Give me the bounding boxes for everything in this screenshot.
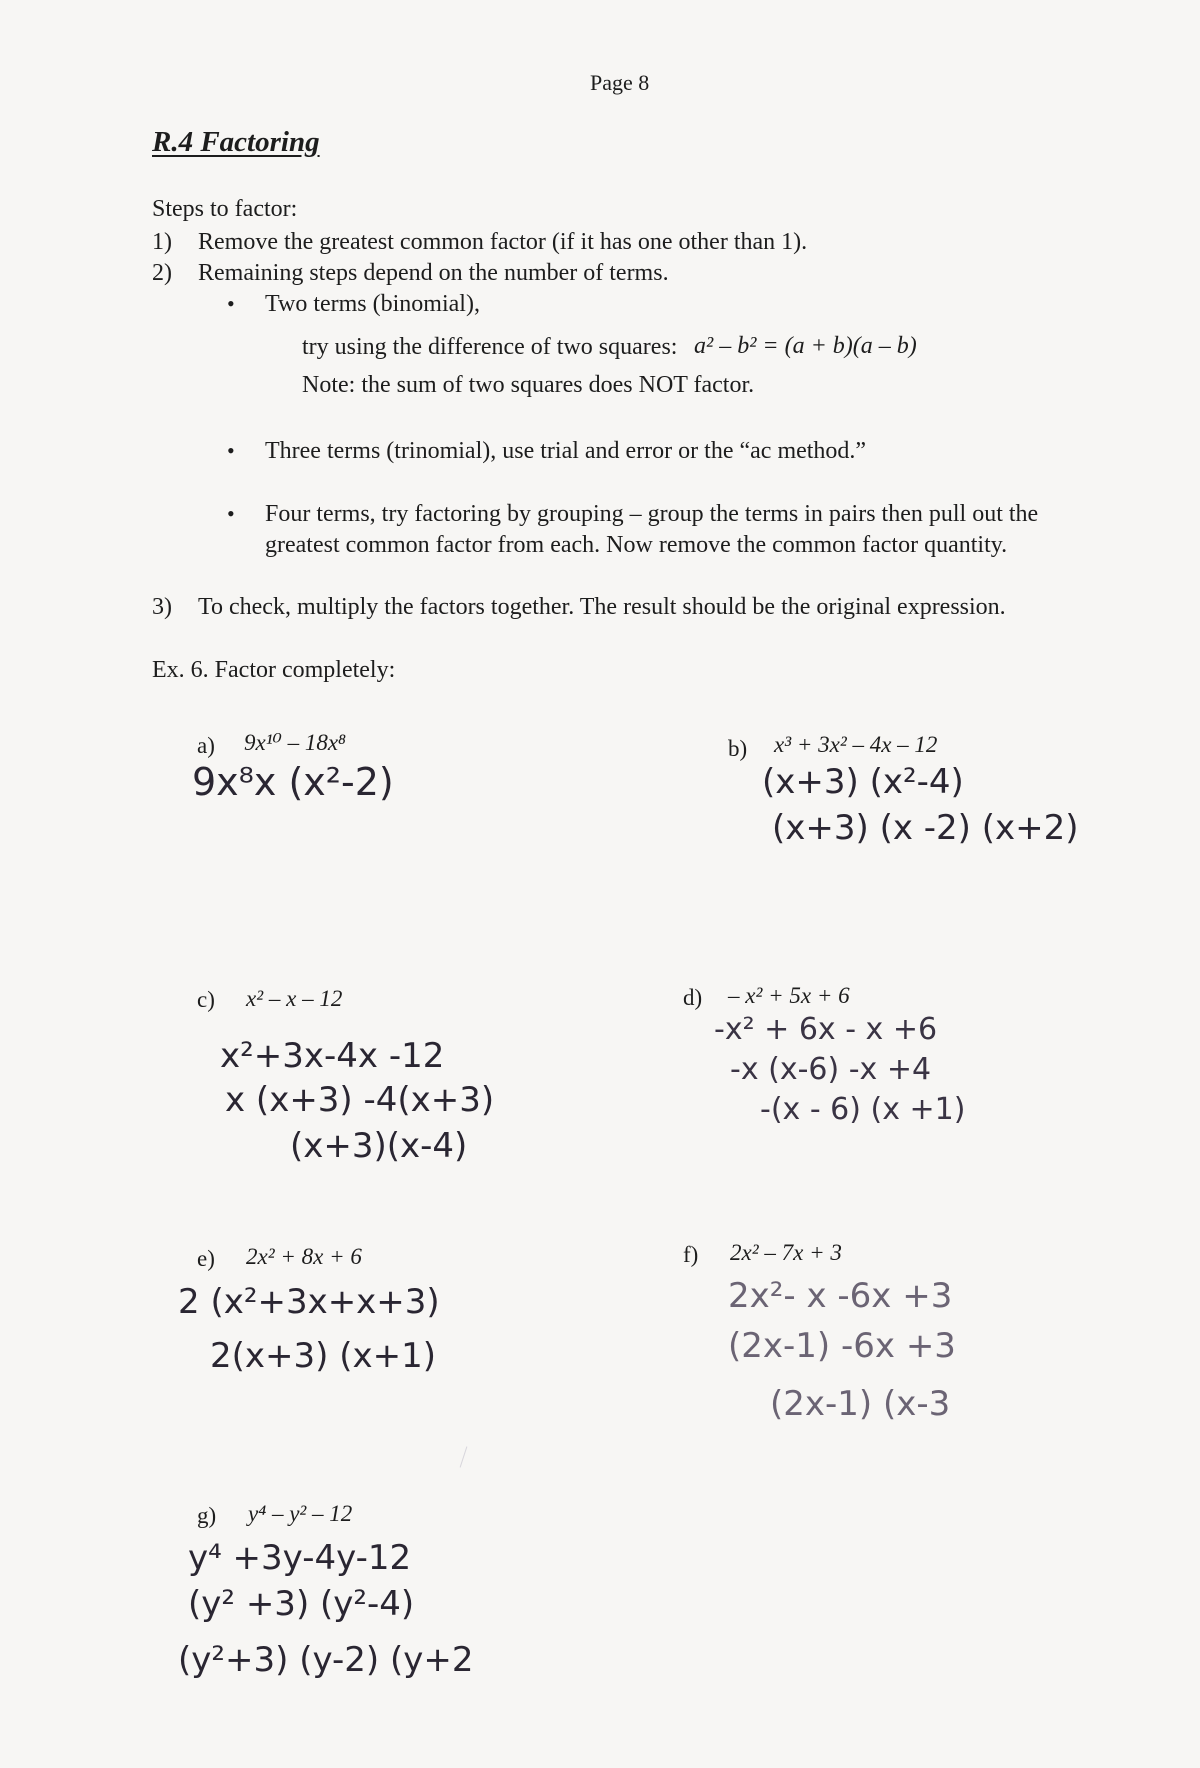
problem-a-label: a) bbox=[197, 733, 215, 758]
problem-f-expression: 2x² – 7x + 3 bbox=[730, 1240, 842, 1265]
problem-f-work-3: (2x-1) (x-3 bbox=[770, 1384, 951, 1424]
problem-d-work-2: -x (x-6) -x +4 bbox=[730, 1052, 932, 1087]
problem-c-work-2: x (x+3) -4(x+3) bbox=[225, 1080, 495, 1120]
stray-pencil-mark bbox=[460, 1446, 468, 1467]
problem-g-expression: y⁴ – y² – 12 bbox=[248, 1501, 353, 1526]
problem-a-work-1: 9x⁸x (x²-2) bbox=[192, 760, 394, 804]
problem-d-work-1: -x² + 6x - x +6 bbox=[714, 1012, 938, 1047]
difference-of-squares-formula: a² – b² = (a + b)(a – b) bbox=[694, 333, 917, 359]
step-1-number: 1) bbox=[152, 229, 172, 255]
problem-e-work-1: 2 (x²+3x+x+3) bbox=[178, 1282, 440, 1322]
problem-c-expression: x² – x – 12 bbox=[246, 986, 343, 1011]
problem-g-work-2: (y² +3) (y²-4) bbox=[188, 1584, 415, 1624]
problem-c-work-1: x²+3x-4x -12 bbox=[220, 1036, 445, 1076]
section-title: R.4 Factoring bbox=[152, 126, 320, 158]
page-number: Page 8 bbox=[590, 70, 650, 95]
problem-c-work-3: (x+3)(x-4) bbox=[290, 1126, 468, 1166]
problem-d-expression: – x² + 5x + 6 bbox=[728, 983, 850, 1008]
bullet-four-terms-line1: Four terms, try factoring by grouping – group the terms in pairs then pull out the bbox=[265, 501, 1039, 527]
problem-g-label: g) bbox=[197, 1503, 217, 1528]
problem-f-work-2: (2x-1) -6x +3 bbox=[728, 1326, 956, 1366]
bullet-binomial-heading: Two terms (binomial), bbox=[265, 291, 480, 317]
step-2-number: 2) bbox=[152, 260, 172, 286]
binomial-line: try using the difference of two squares: bbox=[302, 334, 678, 360]
problem-e-work-2: 2(x+3) (x+1) bbox=[210, 1336, 436, 1376]
example-heading: Ex. 6. Factor completely: bbox=[152, 657, 396, 683]
problem-b-work-2: (x+3) (x -2) (x+2) bbox=[772, 808, 1079, 848]
step-1-text: Remove the greatest common factor (if it has one other than 1). bbox=[198, 229, 808, 255]
problem-d-label: d) bbox=[683, 985, 703, 1010]
binomial-note: Note: the sum of two squares does NOT factor. bbox=[302, 372, 755, 398]
bullet-marker: • bbox=[227, 438, 235, 463]
problem-f-label: f) bbox=[683, 1242, 699, 1267]
step-3-text: To check, multiply the factors together. The result should be the original expression. bbox=[198, 594, 1006, 620]
problem-a-expression: 9x¹⁰ – 18x⁸ bbox=[244, 730, 347, 755]
problem-b-expression: x³ + 3x² – 4x – 12 bbox=[774, 732, 938, 757]
problem-d-work-3: -(x - 6) (x +1) bbox=[760, 1092, 966, 1127]
bullet-marker: • bbox=[227, 291, 235, 316]
problem-b-work-1: (x+3) (x²-4) bbox=[762, 762, 964, 802]
steps-intro: Steps to factor: bbox=[152, 196, 298, 222]
problem-b-label: b) bbox=[728, 736, 748, 761]
problem-g-work-1: y⁴ +3y-4y-12 bbox=[188, 1538, 412, 1578]
bullet-marker: • bbox=[227, 501, 235, 526]
problem-c-label: c) bbox=[197, 987, 215, 1012]
step-2-text: Remaining steps depend on the number of terms. bbox=[198, 260, 669, 286]
problem-e-label: e) bbox=[197, 1246, 215, 1271]
problem-g-work-3: (y²+3) (y-2) (y+2 bbox=[178, 1640, 474, 1680]
bullet-four-terms-line2: greatest common factor from each. Now remove the common factor quantity. bbox=[265, 532, 1008, 558]
step-3-number: 3) bbox=[152, 594, 172, 620]
bullet-trinomial: Three terms (trinomial), use trial and error or the “ac method.” bbox=[265, 438, 867, 464]
problem-f-work-1: 2x²- x -6x +3 bbox=[728, 1276, 953, 1316]
problem-e-expression: 2x² + 8x + 6 bbox=[246, 1244, 362, 1269]
